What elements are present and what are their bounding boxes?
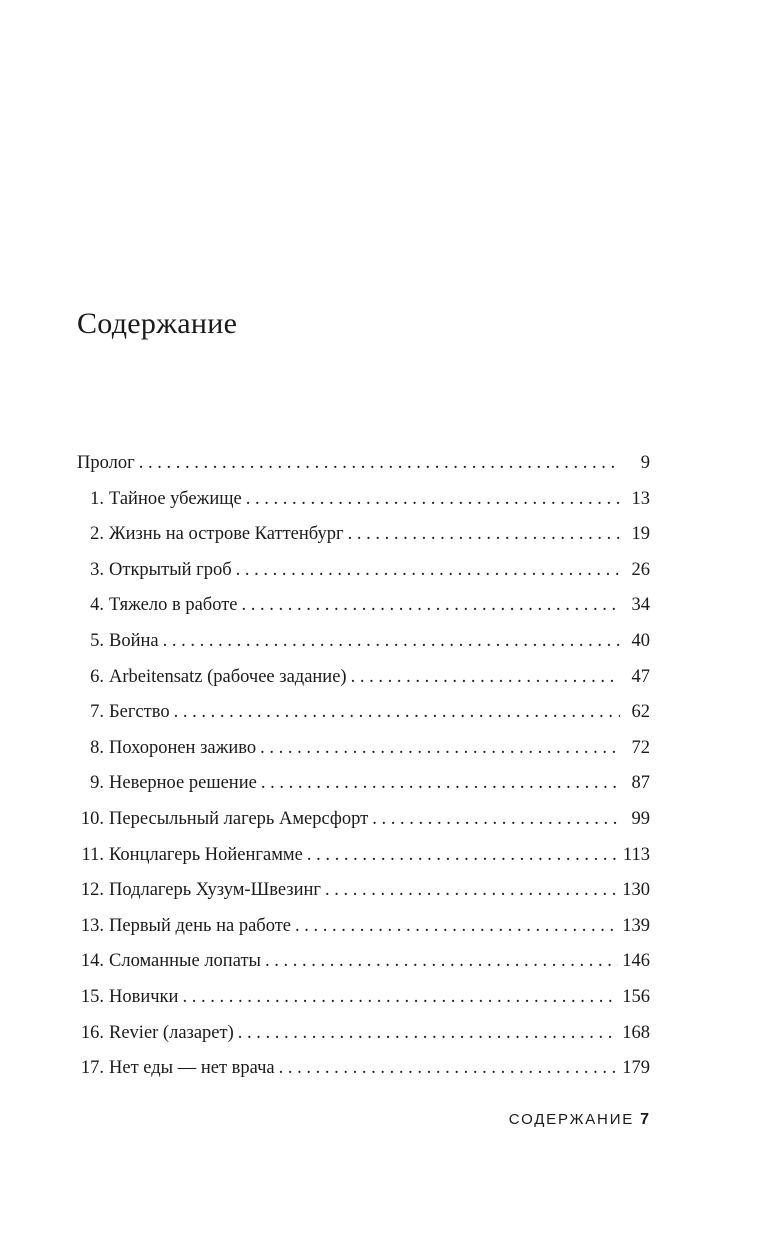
- toc-entry[interactable]: [77, 766, 650, 802]
- toc-entry-title: Arbeitensatz (рабочее задание): [109, 666, 347, 687]
- toc-entry-number: 1.: [90, 488, 104, 509]
- toc-entry[interactable]: [77, 944, 650, 980]
- page-title: Содержание: [77, 307, 238, 340]
- dot-leader: [242, 588, 621, 624]
- dot-leader: [348, 517, 620, 553]
- toc-entry-number: 17.: [80, 1058, 104, 1079]
- dot-leader: [238, 1016, 618, 1052]
- toc-entry[interactable]: [77, 695, 650, 731]
- toc-entry-number: 14.: [80, 951, 104, 972]
- toc-entry-page: 139: [622, 915, 650, 936]
- toc-entry[interactable]: [77, 802, 650, 838]
- toc-entry-number: 9.: [90, 773, 104, 794]
- toc-entry-page: 62: [631, 702, 650, 723]
- toc-entry[interactable]: [77, 1016, 650, 1052]
- toc-entry-page: 113: [622, 844, 650, 865]
- dot-leader: [325, 873, 618, 909]
- toc-entry-number: 10.: [80, 808, 104, 829]
- toc-entry-number: 2.: [90, 524, 104, 545]
- dot-leader: [236, 553, 620, 589]
- dot-leader: [372, 802, 620, 838]
- toc-entry-page: 19: [631, 524, 650, 545]
- toc-entry-title: Первый день на работе: [109, 915, 292, 936]
- toc-entry-title: Revier (лазарет): [109, 1022, 234, 1043]
- toc-entry-title: Пролог: [77, 453, 135, 473]
- toc-entry-title: Новички: [109, 986, 179, 1007]
- toc-entry-number: 12.: [80, 880, 104, 901]
- toc-entry-page: 26: [631, 559, 650, 580]
- dot-leader: [351, 660, 620, 696]
- toc-entry-number: 5.: [90, 630, 104, 651]
- toc-entry-prologue[interactable]: [77, 446, 650, 482]
- toc-entry-title: Пересыльный лагерь Амерсфорт: [109, 808, 369, 829]
- toc-entry-page: 99: [631, 808, 650, 829]
- toc-entry-title: Тяжело в работе: [109, 595, 238, 616]
- dot-leader: [265, 944, 618, 980]
- toc-entry-number: 13.: [80, 915, 104, 936]
- toc-entry[interactable]: [77, 909, 650, 945]
- toc-entry-number: 15.: [80, 986, 104, 1007]
- dot-leader: [246, 482, 620, 518]
- dot-leader: [260, 731, 620, 767]
- dot-leader: [295, 909, 618, 945]
- toc-entry-title: Бегство: [109, 702, 170, 723]
- toc-entry-page: 9: [640, 453, 650, 473]
- toc-entry-number: 6.: [90, 666, 104, 687]
- toc-entry-page: 40: [631, 630, 650, 651]
- toc-entry[interactable]: [77, 624, 650, 660]
- dot-leader: [163, 624, 620, 660]
- toc-entry[interactable]: [77, 588, 650, 624]
- toc-entry-page: 13: [631, 488, 650, 509]
- toc-entry[interactable]: [77, 1051, 650, 1087]
- toc-entry-title: Жизнь на острове Каттенбург: [109, 524, 344, 545]
- dot-leader: [174, 695, 620, 731]
- toc-entry[interactable]: [77, 873, 650, 909]
- dot-leader: [182, 980, 618, 1016]
- dot-leader: [261, 766, 620, 802]
- dot-leader: [139, 446, 620, 482]
- dot-leader: [279, 1051, 619, 1087]
- toc-entry-title: Неверное решение: [109, 773, 257, 794]
- toc-entry-page: 87: [631, 773, 650, 794]
- toc-entry[interactable]: [77, 980, 650, 1016]
- toc-entry-number: 16.: [80, 1022, 104, 1043]
- toc-entry-number: 7.: [90, 702, 104, 723]
- toc-entry[interactable]: [77, 553, 650, 589]
- toc-entry-page: 34: [631, 595, 650, 616]
- toc-entry-title: Нет еды — нет врача: [109, 1058, 275, 1079]
- toc-entry-page: 179: [622, 1058, 650, 1079]
- running-head: СОДЕРЖАНИЕ: [508, 1111, 635, 1128]
- toc-entry-page: 168: [622, 1022, 650, 1043]
- toc-entry-number: 8.: [90, 737, 104, 758]
- toc-entry-number: 3.: [90, 559, 104, 580]
- table-of-contents: [77, 446, 650, 1087]
- toc-entry-page: 156: [622, 986, 650, 1007]
- toc-entry-title: Похоронен заживо: [109, 737, 257, 758]
- toc-entry[interactable]: [77, 660, 650, 696]
- toc-entry-number: 4.: [90, 595, 104, 616]
- toc-entry-title: Тайное убежище: [109, 488, 242, 509]
- toc-entry-page: 72: [631, 737, 650, 758]
- page-number: 7: [640, 1111, 649, 1128]
- toc-entry-title: Сломанные лопаты: [109, 951, 261, 972]
- dot-leader: [307, 838, 619, 874]
- toc-entry-title: Война: [109, 630, 159, 651]
- toc-entry-title: Подлагерь Хузум-Швезинг: [109, 880, 322, 901]
- toc-entry[interactable]: [77, 517, 650, 553]
- toc-entry-page: 130: [622, 880, 650, 901]
- toc-entry-page: 47: [631, 666, 650, 687]
- toc-entry-title: Концлагерь Нойенгамме: [109, 844, 303, 865]
- running-footer: [509, 1111, 649, 1129]
- toc-entry[interactable]: [77, 482, 650, 518]
- toc-entry[interactable]: [77, 731, 650, 767]
- toc-entry-page: 146: [622, 951, 650, 972]
- toc-entry-title: Открытый гроб: [109, 559, 232, 580]
- toc-entry-number: 11.: [81, 844, 104, 865]
- toc-entry[interactable]: [77, 838, 650, 874]
